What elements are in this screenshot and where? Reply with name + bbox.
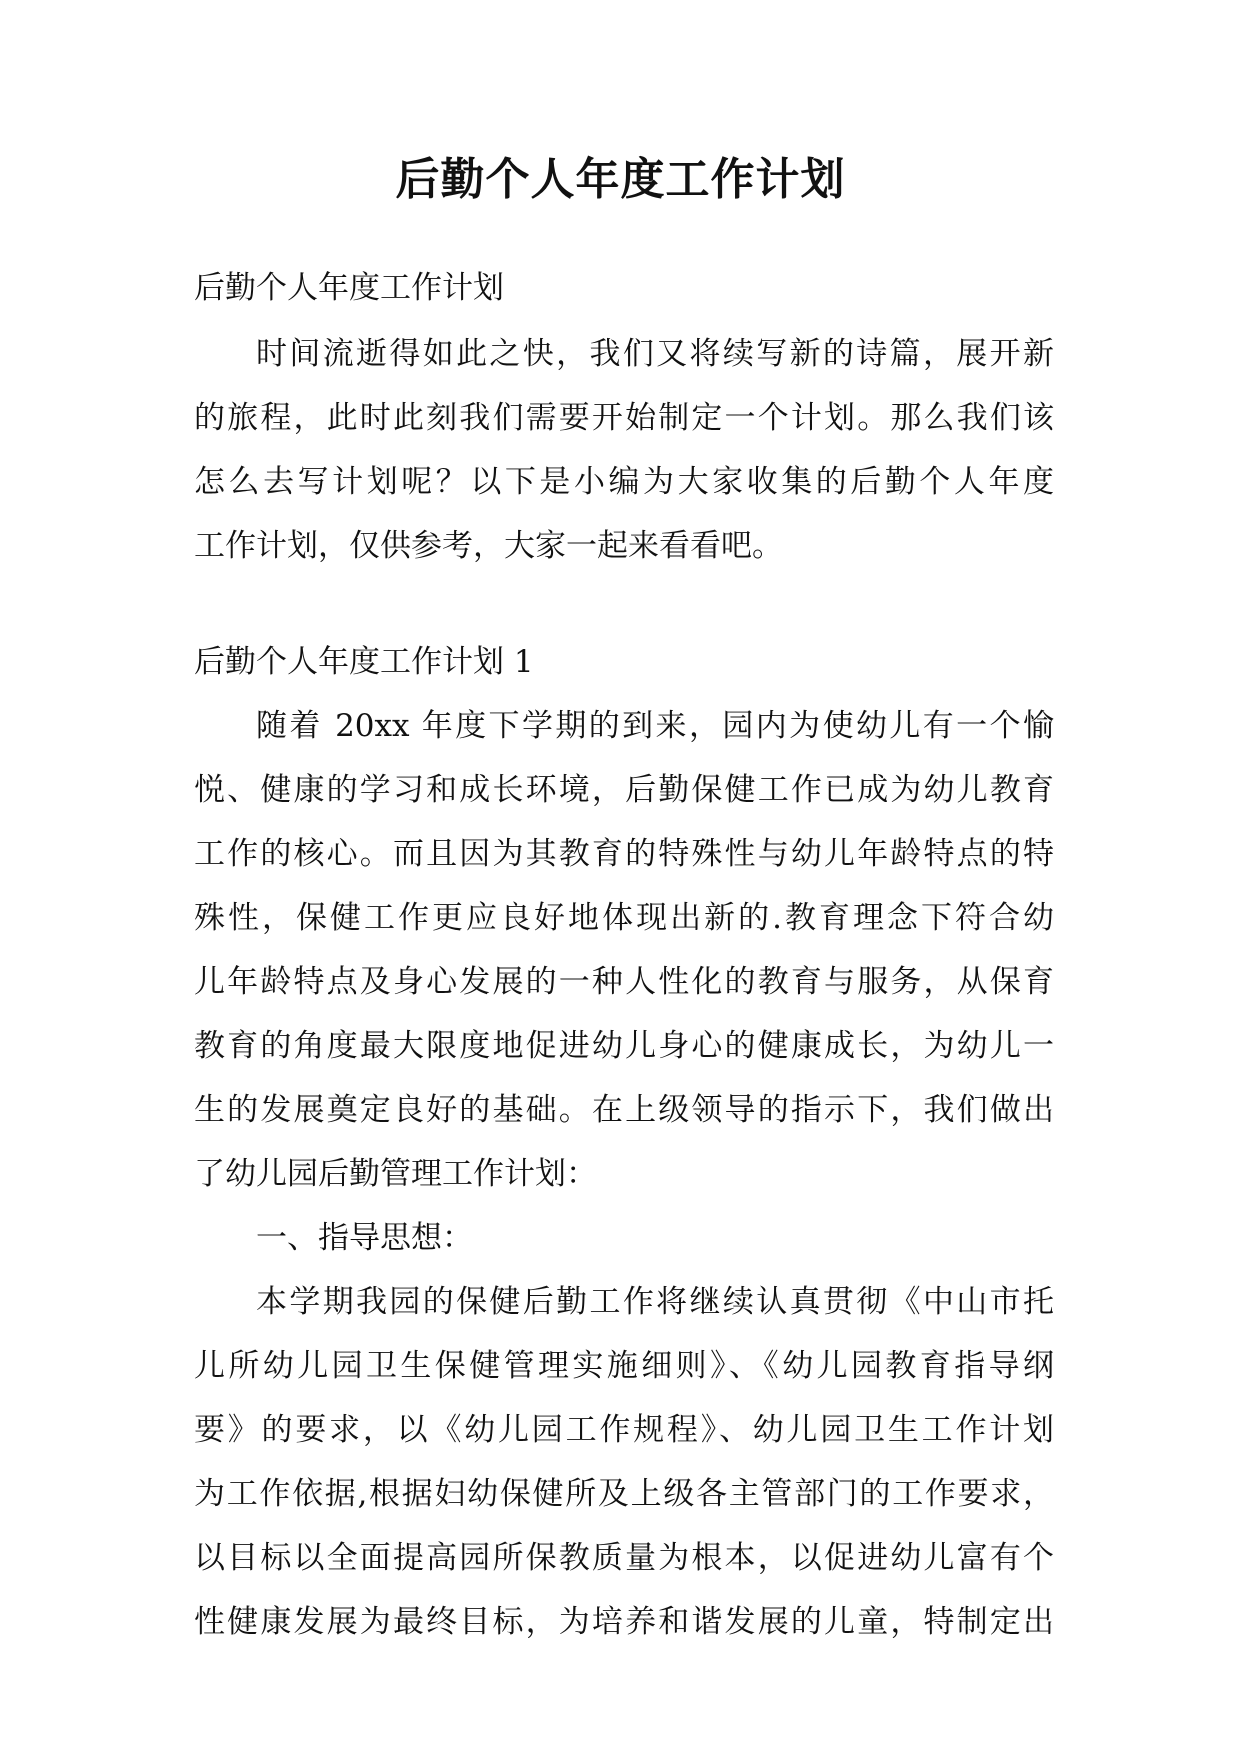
paragraph-line: 要》的要求，以《幼儿园工作规程》、幼儿园卫生工作计划 bbox=[194, 1412, 1054, 1448]
paragraph-line: 性健康发展为最终目标，为培养和谐发展的儿童，特制定出 bbox=[194, 1604, 1054, 1640]
paragraph-line: 怎么去写计划呢？以下是小编为大家收集的后勤个人年度 bbox=[194, 464, 1054, 500]
paragraph-line: 工作计划，仅供参考，大家一起来看看吧。 bbox=[194, 528, 783, 564]
paragraph-line: 殊性，保健工作更应良好地体现出新的.教育理念下符合幼 bbox=[194, 900, 1054, 936]
paragraph-line: 悦、健康的学习和成长环境，后勤保健工作已成为幼儿教育 bbox=[194, 772, 1054, 808]
paragraph-line: 儿所幼儿园卫生保健管理实施细则》、《幼儿园教育指导纲 bbox=[194, 1348, 1054, 1384]
paragraph-line: 本学期我园的保健后勤工作将继续认真贯彻《中山市托 bbox=[256, 1284, 1054, 1320]
paragraph-line: 随着 20xx 年度下学期的到来，园内为使幼儿有一个愉 bbox=[256, 708, 1054, 744]
paragraph-line: 以目标以全面提高园所保教质量为根本，以促进幼儿富有个 bbox=[194, 1540, 1054, 1576]
section-heading: 后勤个人年度工作计划 1 bbox=[194, 644, 534, 680]
paragraph-line: 生的发展奠定良好的基础。在上级领导的指示下，我们做出 bbox=[194, 1092, 1054, 1128]
paragraph-line: 时间流逝得如此之快，我们又将续写新的诗篇，展开新 bbox=[256, 336, 1054, 372]
document-title: 后勤个人年度工作计划 bbox=[395, 154, 846, 205]
paragraph-line: 了幼儿园后勤管理工作计划： bbox=[194, 1156, 597, 1192]
paragraph-line: 工作的核心。而且因为其教育的特殊性与幼儿年龄特点的特 bbox=[194, 836, 1054, 872]
paragraph-line: 教育的角度最大限度地促进幼儿身心的健康成长，为幼儿一 bbox=[194, 1028, 1054, 1064]
paragraph-line: 为工作依据,根据妇幼保健所及上级各主管部门的工作要求， bbox=[194, 1476, 1054, 1512]
subsection-heading: 一、指导思想： bbox=[256, 1220, 473, 1256]
paragraph-line: 的旅程，此时此刻我们需要开始制定一个计划。那么我们该 bbox=[194, 400, 1054, 436]
paragraph-line: 儿年龄特点及身心发展的一种人性化的教育与服务，从保育 bbox=[194, 964, 1054, 1000]
section-heading: 后勤个人年度工作计划 bbox=[194, 270, 504, 306]
